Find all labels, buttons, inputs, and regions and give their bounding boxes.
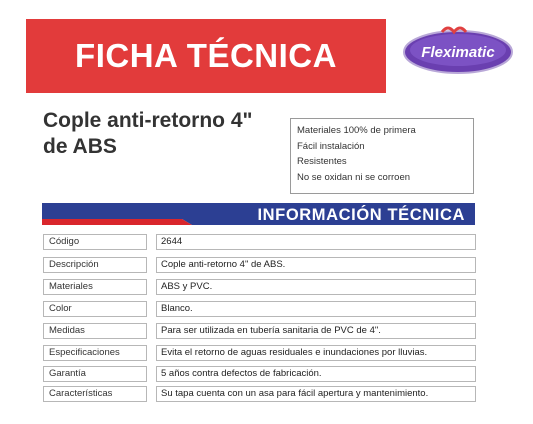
spec-value: Evita el retorno de aguas residuales e inundaciones por lluvias. (156, 345, 476, 361)
spec-label: Descripción (43, 257, 147, 273)
fleximatic-logo (402, 22, 514, 80)
spec-row-caracteristicas (43, 386, 476, 402)
spec-row-medidas (43, 323, 476, 339)
section-header (42, 203, 475, 225)
spec-value: Su tapa cuenta con un asa para fácil apertura y mantenimiento. (156, 386, 476, 402)
spec-row-descripcion (43, 257, 476, 273)
spec-label: Medidas (43, 323, 147, 339)
feature-item: Materiales 100% de primera (297, 125, 416, 136)
spec-label: Especificaciones (43, 345, 147, 361)
product-title (43, 108, 273, 160)
spec-label: Características (43, 386, 147, 402)
spec-row-garantia (43, 366, 476, 382)
spec-value: Para ser utilizada en tubería sanitaria de PVC de 4". (156, 323, 476, 339)
spec-value: Cople anti-retorno 4" de ABS. (156, 257, 476, 273)
feature-item: Resistentes (297, 156, 347, 167)
spec-row-especificaciones (43, 345, 476, 361)
spec-label: Color (43, 301, 147, 317)
spec-row-color (43, 301, 476, 317)
spec-row-materiales (43, 279, 476, 295)
features-box (290, 118, 474, 194)
feature-item: No se oxidan ni se corroen (297, 171, 411, 183)
spec-row-codigo (43, 234, 476, 250)
section-title: INFORMACIÓN TÉCNICA (257, 206, 465, 224)
spec-value: 5 años contra defectos de fabricación. (156, 366, 476, 382)
title-banner: FICHA TÉCNICA (26, 19, 386, 93)
logo-text: Fleximatic (421, 44, 495, 61)
spec-label: Garantía (43, 366, 147, 382)
product-title-line-2: de ABS (43, 135, 117, 158)
spec-value: Blanco. (156, 301, 476, 317)
feature-item: Fácil instalación (297, 140, 365, 152)
spec-label: Materiales (43, 279, 147, 295)
spec-value: 2644 (156, 234, 476, 250)
spec-value: ABS y PVC. (156, 279, 476, 295)
spec-label: Código (43, 234, 147, 250)
product-title-line-1: Cople anti-retorno 4" (43, 109, 253, 132)
